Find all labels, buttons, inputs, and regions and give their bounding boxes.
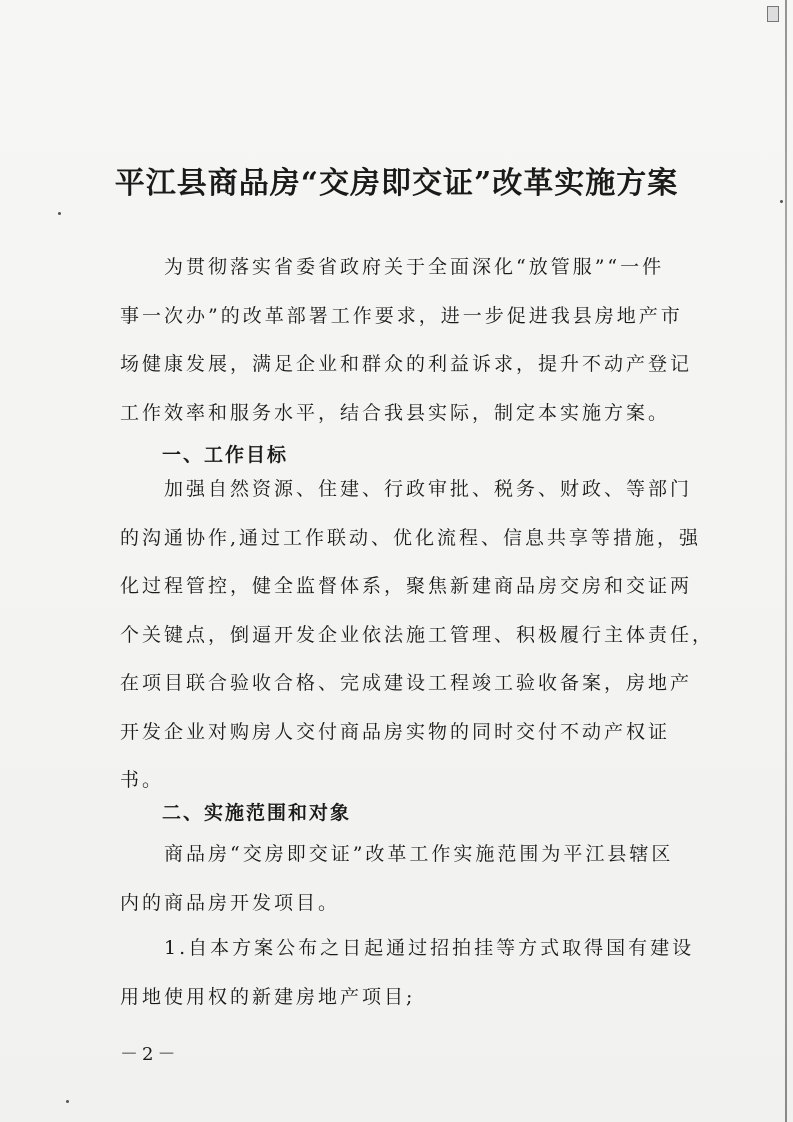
scope-line: 商品房“交房即交证”改革工作实施范围为平江县辖区 [164, 843, 674, 865]
section-heading-scope: 二、实施范围和对象 [162, 802, 352, 824]
scope-item-line: 1.自本方案公布之日起通过招拍挂等方式取得国有建设 [164, 937, 695, 959]
intro-line: 事一次办”的改革部署工作要求，进一步促进我县房地产市 [120, 304, 683, 327]
scope-item-1 [120, 924, 695, 1021]
intro-paragraph [120, 243, 693, 437]
goals-line: 个关键点，倒逼开发企业依法施工管理、积极履行主体责任， [120, 623, 715, 646]
goals-line: 开发企业对购房人交付商品房实物的同时交付不动产权证 [120, 720, 671, 743]
scan-corner-mark [767, 6, 779, 22]
scan-speck [66, 1100, 69, 1103]
intro-line: 场健康发展，满足企业和群众的利益诉求，提升不动产登记 [120, 353, 693, 375]
scan-edge [785, 0, 787, 1122]
scan-speck [780, 200, 783, 203]
goals-line: 的沟通协作,通过工作联动、优化流程、信息共享等措施，强 [120, 526, 702, 549]
scope-line: 内的商品房开发项目。 [120, 891, 341, 914]
document-title: 平江县商品房“交房即交证”改革实施方案 [114, 166, 679, 201]
goals-paragraph [120, 465, 715, 805]
section-heading-goals: 一、工作目标 [162, 444, 289, 466]
scope-item-line: 用地使用权的新建房地产项目; [120, 985, 416, 1008]
intro-line: 为贯彻落实省委省政府关于全面深化“放管服”“一件 [164, 256, 665, 278]
intro-line: 工作效率和服务水平，结合我县实际，制定本实施方案。 [120, 401, 671, 424]
goals-line: 在项目联合验收合格、完成建设工程竣工验收备案，房地产 [120, 672, 693, 694]
goals-line: 加强自然资源、住建、行政审批、税务、财政、等部门 [164, 478, 693, 500]
goals-line: 化过程管控，健全监督体系，聚焦新建商品房交房和交证两 [120, 575, 693, 597]
scope-paragraph [120, 830, 680, 927]
page-number: －2－ [120, 1044, 180, 1065]
scan-speck [58, 212, 61, 215]
goals-line: 书。 [120, 769, 165, 791]
